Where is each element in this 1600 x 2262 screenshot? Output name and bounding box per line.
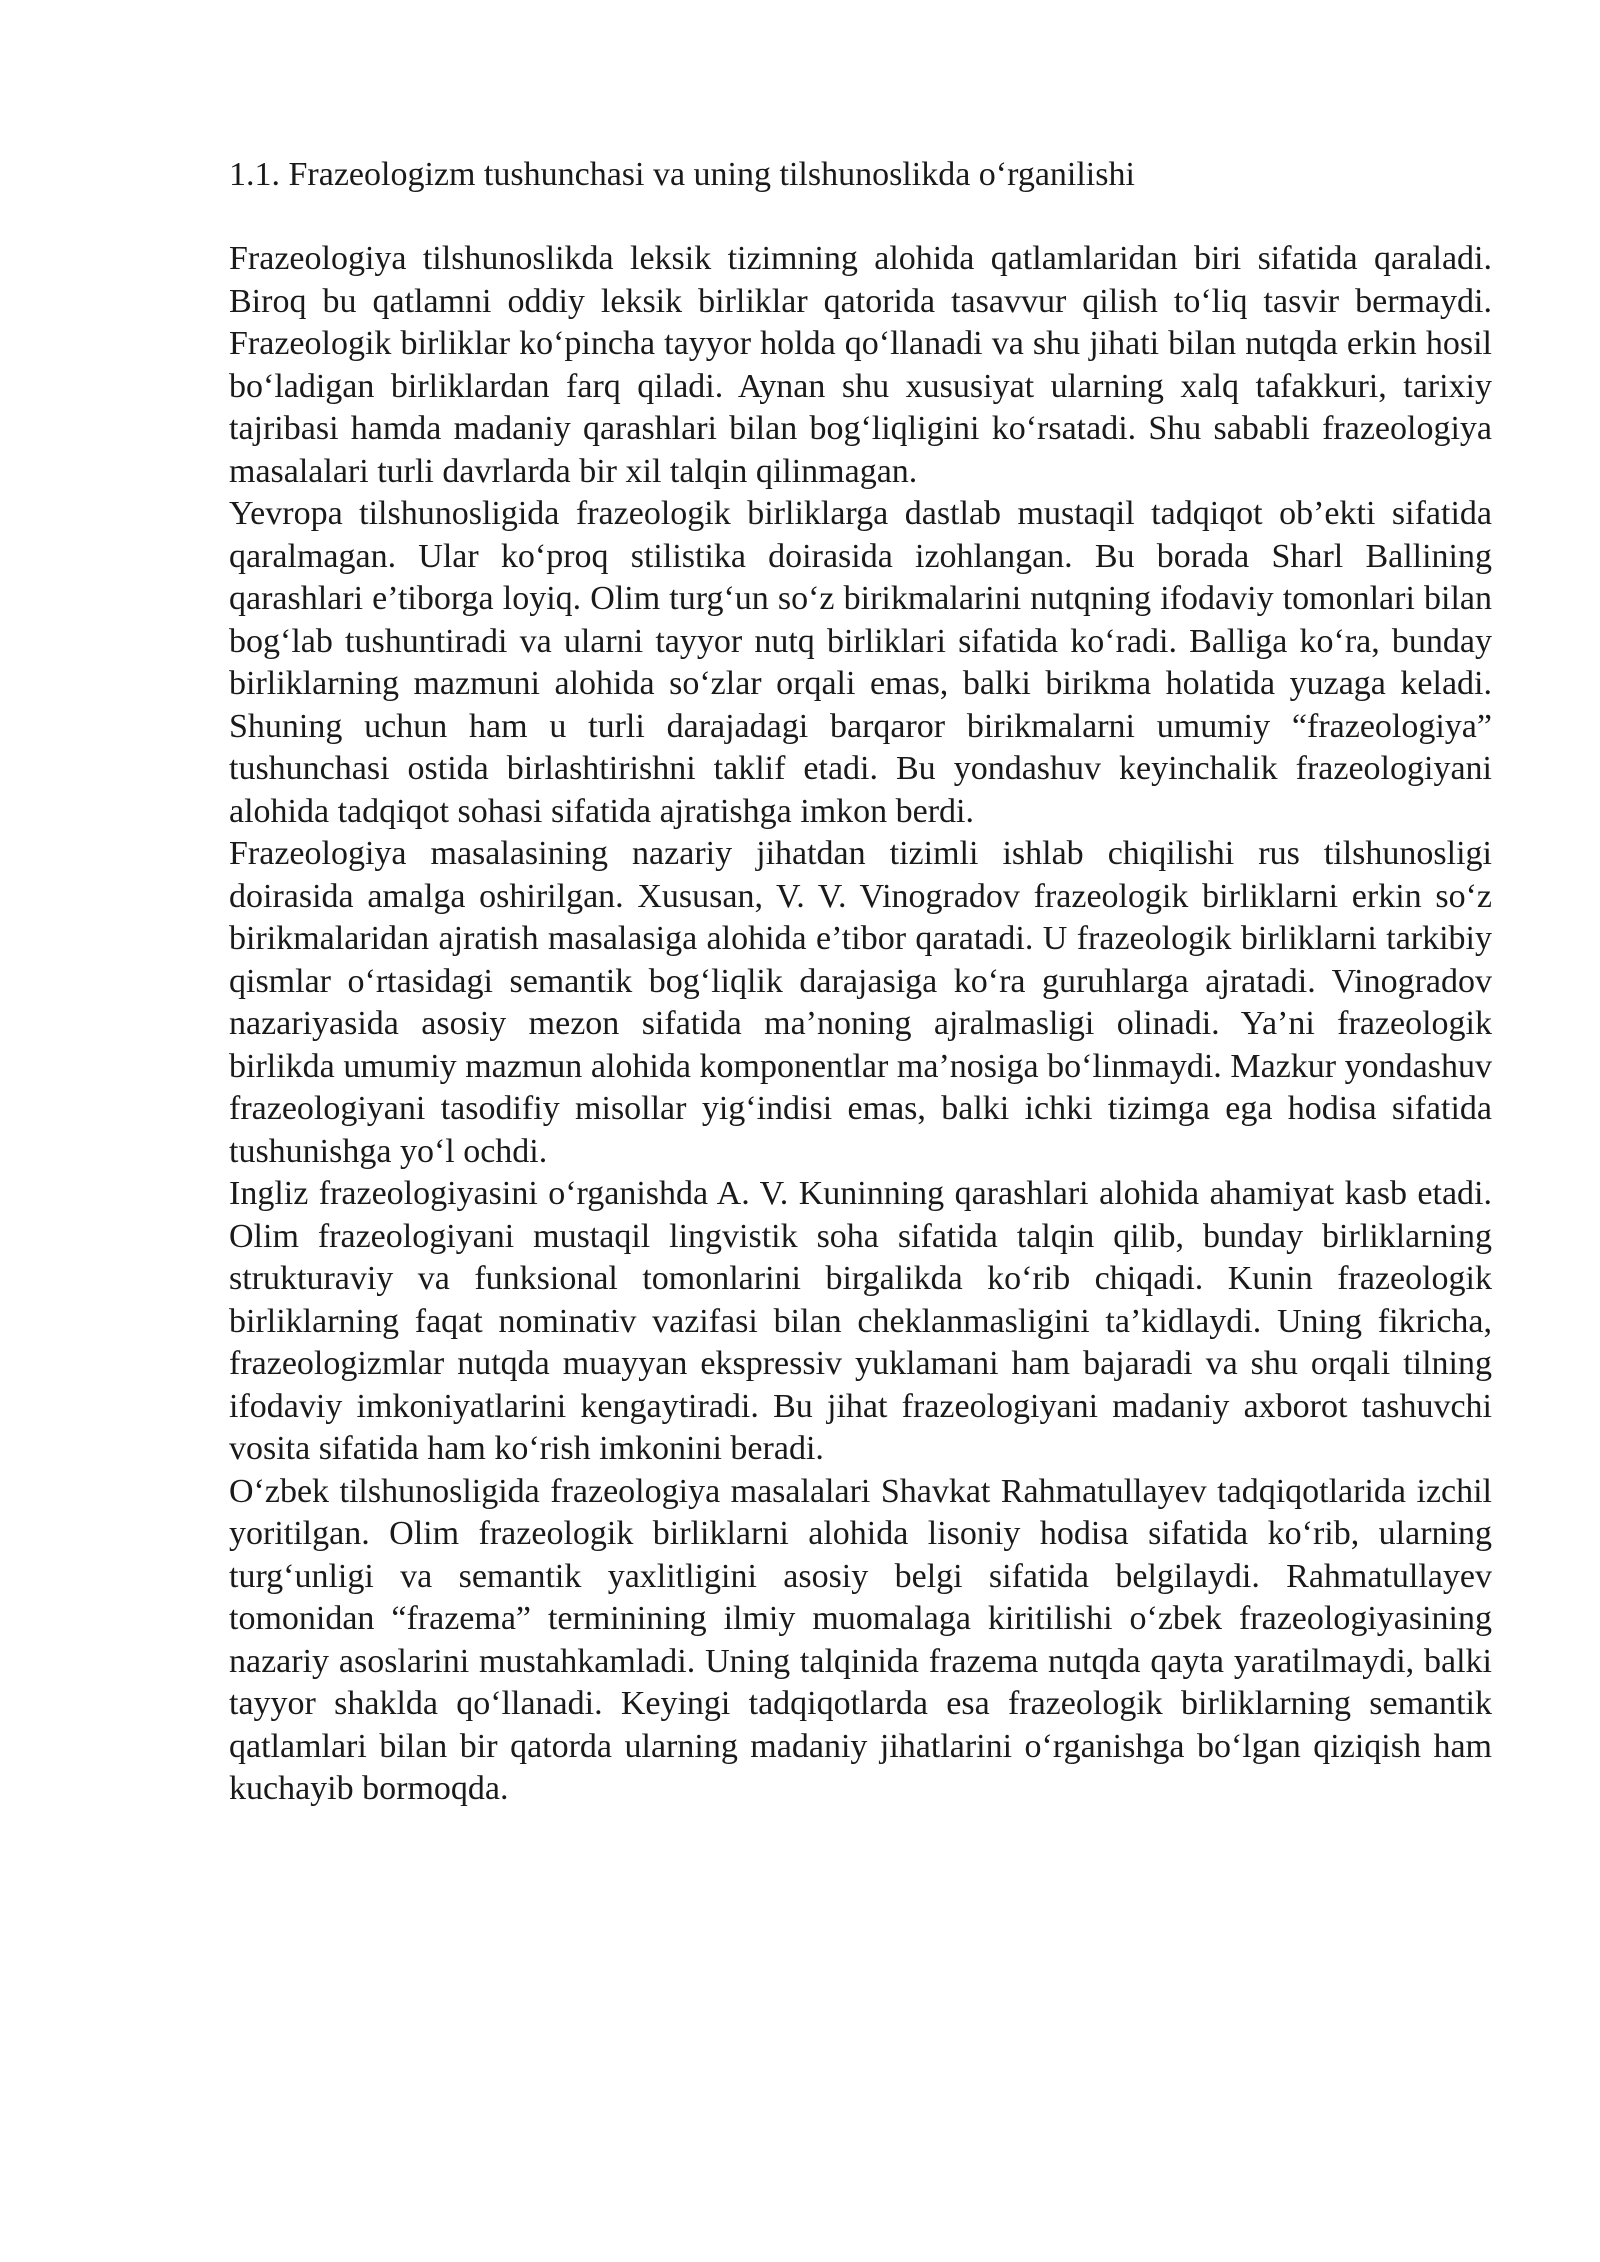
paragraph-5: O‘zbek tilshunosligida frazeologiya masalalari Shavkat Rahmatullayev tadqiqotlarida izchil yoritilgan. Olim frazeologik birliklarni alohida lisoniy hodisa sifatida ko‘rib, ularning turg‘unligi va semantik yaxlitligini asosiy belgi sifatida belgilaydi. Rahmatullayev tomonidan “frazema” terminining ilmiy muomalaga kiritilishi o‘zbek frazeologiyasining nazariy asoslarini mustahkamladi. Uning talqinida frazema nutqda qayta yaratilmaydi, balki tayyor shaklda qo‘llanadi. Keyingi tadqiqotlarda esa frazeologik birliklarning semantik qatlamlari bilan bir qatorda ularning madaniy jihatlarini o‘rganishga bo‘lgan qiziqish ham kuchayib bormoqda.	[229, 1472, 1492, 1807]
paragraph-2: Yevropa tilshunosligida frazeologik birliklarga dastlab mustaqil tadqiqot ob’ekti sifatida qaralmagan. Ular ko‘proq stilistika doirasida izohlangan. Bu borada Sharl Ballining qarashlari e’tiborga loyiq. Olim turg‘un so‘z birikmalarini nutqning ifodaviy tomonlari bilan bog‘lab tushuntiradi va ularni tayyor nutq birliklari sifatida ko‘radi. Balliga ko‘ra, bunday birliklarning mazmuni alohida so‘zlar orqali emas, balki birikma holatida yuzaga keladi. Shuning uchun ham u turli darajadagi barqaror birikmalarni umumiy “frazeologiya” tushunchasi ostida birlashtirishni taklif etadi. Bu yondashuv keyinchalik frazeologiyani alohida tadqiqot sohasi sifatida ajratishga imkon berdi.	[229, 495, 1492, 830]
section-heading: 1.1. Frazeologizm tushunchasi va uning tilshunoslikda o‘rganilishi	[229, 156, 1135, 193]
paragraph-3: Frazeologiya masalasining nazariy jihatdan tizimli ishlab chiqilishi rus tilshunosligi doirasida amalga oshirilgan. Xususan, V. V. Vinogradov frazeologik birliklarni erkin so‘z birikmalaridan ajratish masalasiga alohida e’tibor qaratadi. U frazeologik birliklarni tarkibiy qismlar o‘rtasidagi semantik bog‘liqlik darajasiga ko‘ra guruhlarga ajratadi. Vinogradov nazariyasida asosiy mezon sifatida ma’noning ajralmasligi olinadi. Ya’ni frazeologik birlikda umumiy mazmun alohida komponentlar ma’nosiga bo‘linmaydi. Mazkur yondashuv frazeologiyani tasodifiy misollar yig‘indisi emas, balki ichki tizimga ega hodisa sifatida tushunishga yo‘l ochdi.	[229, 835, 1492, 1170]
paragraph-1: Frazeologiya tilshunoslikda leksik tizimning alohida qatlamlaridan biri sifatida qaraladi. Biroq bu qatlamni oddiy leksik birliklar qatorida tasavvur qilish to‘liq tasvir bermaydi. Frazeologik birliklar ko‘pincha tayyor holda qo‘llanadi va shu jihati bilan nutqda erkin hosil bo‘ladigan birliklardan farq qiladi. Aynan shu xususiyat ularning xalq tafakkuri, tarixiy tajribasi hamda madaniy qarashlari bilan bog‘liqligini ko‘rsatadi. Shu sababli frazeologiya masalalari turli davrlarda bir xil talqin qilinmagan.	[229, 240, 1492, 490]
paragraph-4: Ingliz frazeologiyasini o‘rganishda A. V. Kuninning qarashlari alohida ahamiyat kasb etadi. Olim frazeologiyani mustaqil lingvistik soha sifatida talqin qilib, bunday birliklarning strukturaviy va funksional tomonlarini birgalikda ko‘rib chiqadi. Kunin frazeologik birliklarning faqat nominativ vazifasi bilan cheklanmasligini ta’kidlaydi. Uning fikricha, frazeologizmlar nutqda muayyan ekspressiv yuklamani ham bajaradi va shu orqali tilning ifodaviy imkoniyatlarini kengaytiradi. Bu jihat frazeologiyani madaniy axborot tashuvchi vosita sifatida ham ko‘rish imkonini beradi.	[229, 1175, 1492, 1467]
document-body	[229, 238, 1492, 1811]
